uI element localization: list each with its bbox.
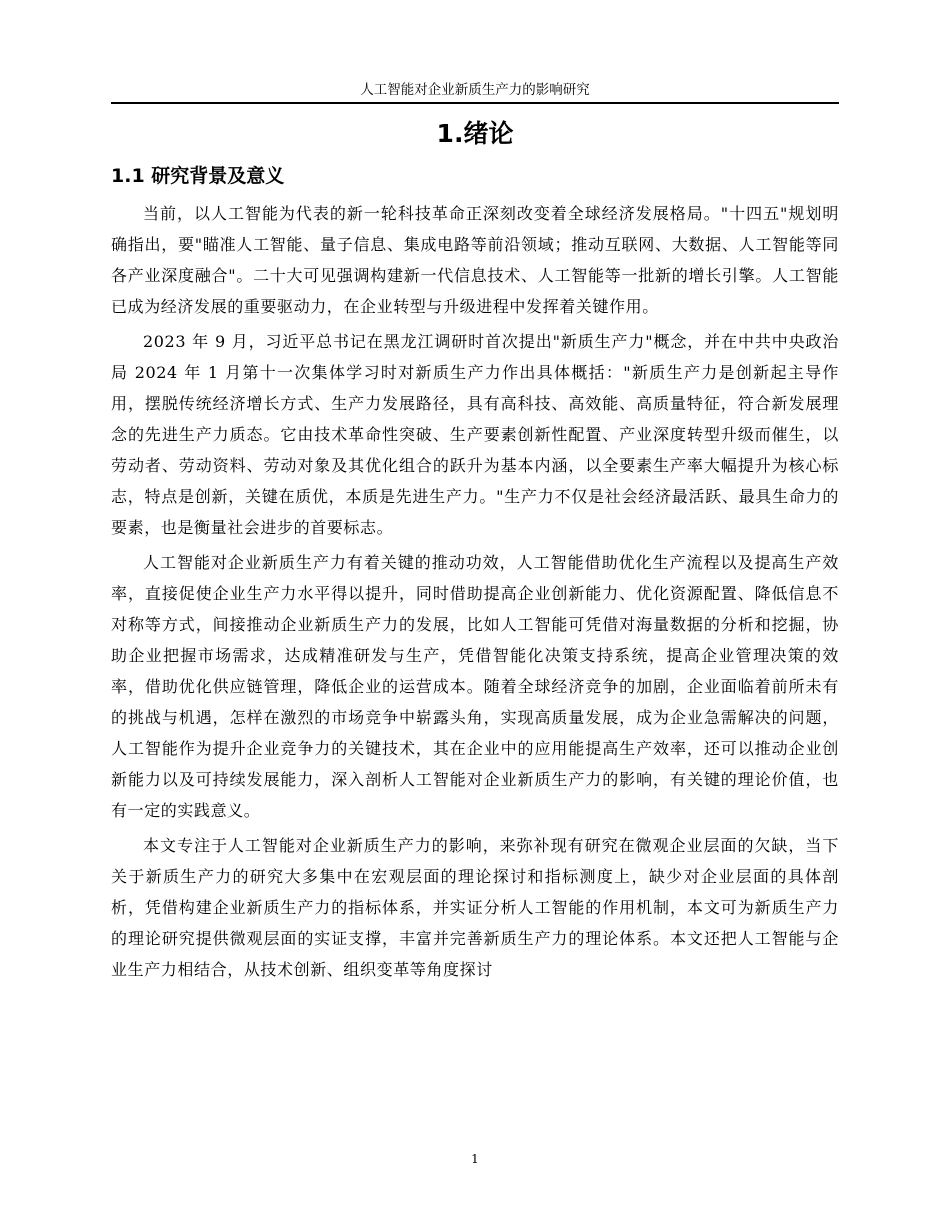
paragraph: 本文专注于人工智能对企业新质生产力的影响，来弥补现有研究在微观企业层面的欠缺，当下关于新质生产力的研究大多集中在宏观层面的理论探讨和指标测度上，缺少对企业层面的具体剖析，凭借构建企业新质生产力的指标体系，并实证分析人工智能的作用机制，本文可为新质生产力的理论研究提供微观层面的实证支撑，丰富并完善新质生产力的理论体系。本文还把人工智能与企业生产力相结合，从技术创新、组织变革等角度探讨 bbox=[111, 836, 839, 979]
body-text bbox=[111, 198, 839, 989]
paragraph: 2023 年 9 月，习近平总书记在黑龙江调研时首次提出"新质生产力"概念，并在中共中央政治局 2024 年 1 月第十一次集体学习时对新质生产力作出具体概括："新质生产力是创新起主导作用，摆脱传统经济增长方式、生产力发展路径，具有高科技、高效能、高质量特征，符合新发展理念的先进生产力质态。它由技术革命性突破、生产要素创新性配置、产业深度转型升级而催生，以劳动者、劳动资料、劳动对象及其优化组合的跃升为基本内涵，以全要素生产率大幅提升为核心标志，特点是创新，关键在质优，本质是先进生产力。"生产力不仅是社会经济最活跃、最具生命力的要素，也是衡量社会进步的首要标志。 bbox=[111, 332, 839, 537]
paragraph: 当前，以人工智能为代表的新一轮科技革命正深刻改变着全球经济发展格局。"十四五"规划明确指出，要"瞄准人工智能、量子信息、集成电路等前沿领域；推动互联网、大数据、人工智能等同各产业深度融合"。二十大可见强调构建新一代信息技术、人工智能等一批新的增长引擎。人工智能已成为经济发展的重要驱动力，在企业转型与升级进程中发挥着关键作用。 bbox=[111, 204, 839, 316]
chapter-title: 1.绪论 bbox=[436, 119, 514, 148]
page-number: 1 bbox=[471, 1152, 479, 1166]
running-header: 人工智能对企业新质生产力的影响研究 bbox=[360, 82, 590, 98]
section-title: 1.1 研究背景及意义 bbox=[111, 165, 285, 187]
header-divider bbox=[111, 102, 839, 104]
paragraph: 人工智能对企业新质生产力有着关键的推动功效，人工智能借助优化生产流程以及提高生产效率，直接促使企业生产力水平得以提升，同时借助提高企业创新能力、优化资源配置、降低信息不对称等方式，间接推动企业新质生产力的发展，比如人工智能可凭借对海量数据的分析和挖掘，协助企业把握市场需求，达成精准研发与生产，凭借智能化决策支持系统，提高企业管理决策的效率，借助优化供应链管理，降低企业的运营成本。随着全球经济竞争的加剧，企业面临着前所未有的挑战与机遇，怎样在激烈的市场竞争中崭露头角，实现高质量发展，成为企业急需解决的问题，人工智能作为提升企业竞争力的关键技术，其在企业中的应用能提高生产效率，还可以推动企业创新能力以及可持续发展能力，深入剖析人工智能对企业新质生产力的影响，有关键的理论价值，也有一定的实践意义。 bbox=[111, 553, 839, 820]
